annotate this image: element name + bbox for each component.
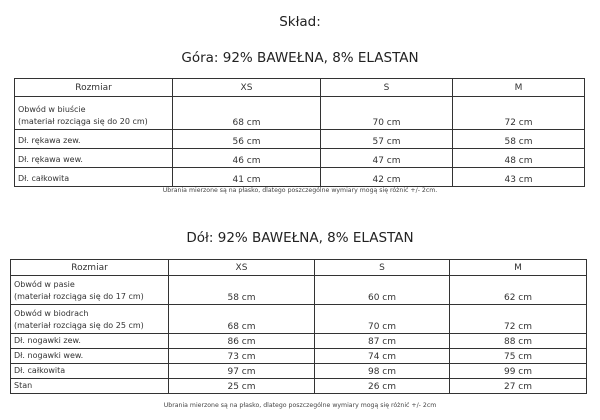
- measurement-name: Dł. całkowita: [14, 366, 66, 375]
- measurement-label: [11, 334, 169, 349]
- top-heading: Góra: 92% BAWEŁNA, 8% ELASTAN: [181, 50, 419, 66]
- bottom-size-table: [10, 259, 587, 394]
- measurement-value: 68 cm: [169, 305, 315, 334]
- measurement-value: 46 cm: [173, 149, 321, 168]
- measurement-value: 57 cm: [321, 130, 453, 149]
- measurement-value: 74 cm: [315, 349, 450, 364]
- measurement-note: (materiał rozciąga się do 17 cm): [14, 292, 144, 301]
- measurement-value: 60 cm: [315, 276, 450, 305]
- size-header-m: M: [453, 79, 585, 97]
- measurement-value: 97 cm: [169, 364, 315, 379]
- size-header-s: S: [315, 260, 450, 276]
- measurement-value: 73 cm: [169, 349, 315, 364]
- measurement-label: [15, 149, 173, 168]
- measurement-name: Dł. rękawa zew.: [18, 136, 81, 145]
- size-header-label: Rozmiar: [15, 79, 173, 97]
- measurement-value: 88 cm: [450, 334, 587, 349]
- measurement-value: 47 cm: [321, 149, 453, 168]
- measurement-value: 48 cm: [453, 149, 585, 168]
- table-row: [15, 168, 585, 187]
- page-title: Skład:: [279, 14, 321, 30]
- measurement-name: Dł. rękawa wew.: [18, 155, 83, 164]
- size-header-xs: XS: [169, 260, 315, 276]
- measurement-value: 70 cm: [315, 305, 450, 334]
- measurement-label: [11, 276, 169, 305]
- measurement-label: [11, 305, 169, 334]
- measurement-label: [15, 168, 173, 187]
- top-table-header-row: [15, 79, 585, 97]
- measurement-value: 75 cm: [450, 349, 587, 364]
- measurement-name: Dł. nogawki wew.: [14, 351, 84, 360]
- bottom-note: Ubrania mierzone są na płasko, dlatego poszczególne wymiary mogą się różnić +/- 2cm: [163, 402, 437, 409]
- measurement-value: 72 cm: [453, 97, 585, 130]
- measurement-name: Dł. całkowita: [18, 174, 70, 183]
- measurement-name: Obwód w biuście: [18, 105, 86, 114]
- measurement-value: 87 cm: [315, 334, 450, 349]
- measurement-label: [15, 130, 173, 149]
- measurement-value: 42 cm: [321, 168, 453, 187]
- measurement-value: 25 cm: [169, 379, 315, 394]
- measurement-label: [11, 349, 169, 364]
- measurement-value: 43 cm: [453, 168, 585, 187]
- table-row: [11, 364, 587, 379]
- size-header-s: S: [321, 79, 453, 97]
- measurement-name: Dł. nogawki zew.: [14, 336, 81, 345]
- size-header-xs: XS: [173, 79, 321, 97]
- measurement-value: 72 cm: [450, 305, 587, 334]
- measurement-value: 56 cm: [173, 130, 321, 149]
- measurement-value: 98 cm: [315, 364, 450, 379]
- bottom-table-header-row: [11, 260, 587, 276]
- top-size-table: [14, 78, 585, 187]
- measurement-note: (materiał rozciąga się do 25 cm): [14, 321, 144, 330]
- table-row: [11, 334, 587, 349]
- table-row: [11, 379, 587, 394]
- size-header-label: Rozmiar: [11, 260, 169, 276]
- top-note: Ubrania mierzone są na płasko, dlatego poszczególne wymiary mogą się różnić +/- 2cm.: [162, 187, 438, 194]
- measurement-value: 86 cm: [169, 334, 315, 349]
- table-row: [11, 305, 587, 334]
- measurement-value: 26 cm: [315, 379, 450, 394]
- table-row: [11, 276, 587, 305]
- measurement-value: 58 cm: [169, 276, 315, 305]
- measurement-value: 99 cm: [450, 364, 587, 379]
- measurement-value: 68 cm: [173, 97, 321, 130]
- measurement-name: Obwód w pasie: [14, 280, 75, 289]
- size-header-m: M: [450, 260, 587, 276]
- table-row: [15, 97, 585, 130]
- measurement-value: 70 cm: [321, 97, 453, 130]
- measurement-label: [15, 97, 173, 130]
- bottom-heading: Dół: 92% BAWEŁNA, 8% ELASTAN: [186, 230, 414, 246]
- measurement-note: (materiał rozciąga się do 20 cm): [18, 117, 148, 126]
- measurement-value: 58 cm: [453, 130, 585, 149]
- measurement-label: [11, 364, 169, 379]
- measurement-name: Obwód w biodrach: [14, 309, 89, 318]
- measurement-value: 27 cm: [450, 379, 587, 394]
- measurement-value: 62 cm: [450, 276, 587, 305]
- table-row: [15, 130, 585, 149]
- measurement-name: Stan: [14, 381, 33, 390]
- table-row: [11, 349, 587, 364]
- measurement-label: [11, 379, 169, 394]
- measurement-value: 41 cm: [173, 168, 321, 187]
- table-row: [15, 149, 585, 168]
